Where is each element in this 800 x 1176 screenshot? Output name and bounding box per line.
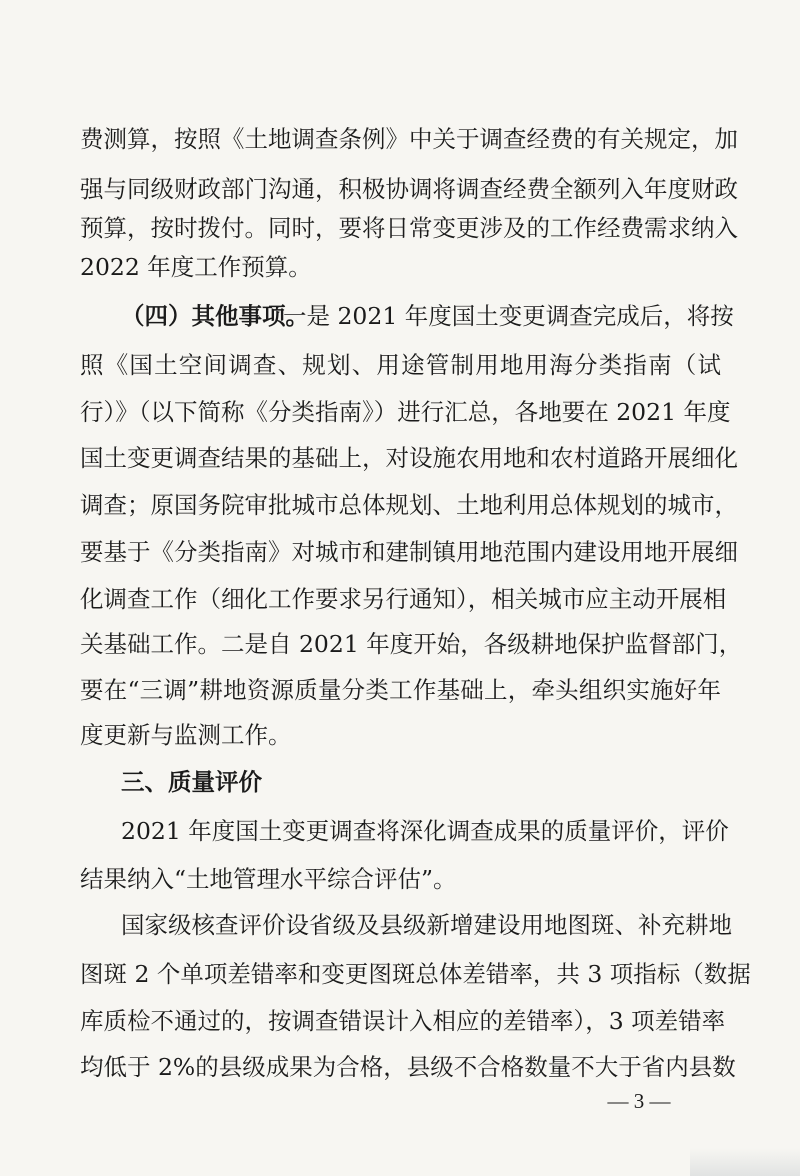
line-text: 图斑 2 个单项差错率和变更图斑总体差错率，共 3 项指标（数据 [80, 960, 751, 988]
subsection-heading: （四）其他事项。 [121, 302, 309, 330]
text-line [0, 301, 800, 331]
line-text: 度更新与监测工作。 [80, 721, 292, 749]
text-line [0, 816, 800, 846]
text-line [0, 910, 800, 940]
text-line [0, 959, 800, 989]
text-line [0, 124, 800, 154]
text-line [0, 720, 800, 750]
text-line [0, 350, 800, 380]
line-text: 调查；原国务院审批城市总体规划、土地利用总体规划的城市， [80, 491, 738, 519]
line-text: 要基于《分类指南》对城市和建制镇用地范围内建设用地开展细 [80, 538, 738, 566]
line-text: 行）》（以下简称《分类指南》）进行汇总，各地要在 2021 年度 [80, 398, 731, 426]
text-line [0, 584, 800, 614]
text-line [0, 252, 800, 282]
line-text: 要在“三调”耕地资源质量分类工作基础上，牵头组织实施好年 [80, 676, 721, 704]
line-text: 化调查工作（细化工作要求另行通知），相关城市应主动开展相 [80, 585, 727, 613]
page-number: — 3 — [607, 1089, 671, 1113]
text-line [0, 397, 800, 427]
section-heading: 三、质量评价 [121, 768, 262, 796]
line-text: 费测算，按照《土地调查条例》中关于调查经费的有关规定，加 [80, 125, 738, 153]
text-line [0, 490, 800, 520]
line-text: 一是 2021 年度国土变更调查完成后，将按 [283, 302, 734, 330]
line-text: 2021 年度国土变更调查将深化调查成果的质量评价，评价 [121, 817, 729, 845]
line-text: 国家级核查评价设省级及县级新增建设用地图斑、补充耕地 [121, 911, 732, 939]
text-line [0, 1052, 800, 1082]
text-line [0, 537, 800, 567]
section-heading-line [0, 767, 800, 797]
line-text: 照《国土空间调查、规划、用途管制用地用海分类指南（试 [80, 351, 721, 379]
scan-edge-shadow [690, 1148, 800, 1176]
line-text: 国土变更调查结果的基础上，对设施农用地和农村道路开展细化 [80, 444, 738, 472]
line-text: 2022 年度工作预算。 [80, 253, 312, 281]
line-text: 结果纳入“土地管理水平综合评估”。 [80, 865, 457, 893]
line-text: 关基础工作。二是自 2021 年度开始，各级耕地保护监督部门， [80, 630, 743, 658]
text-line [0, 864, 800, 894]
text-line [0, 213, 800, 243]
line-text: 库质检不通过的，按调查错误计入相应的差错率），3 项差错率 [80, 1007, 726, 1035]
text-line [0, 443, 800, 473]
text-line [0, 1006, 800, 1036]
text-line [0, 629, 800, 659]
line-text: 强与同级财政部门沟通，积极协调将调查经费全额列入年度财政 [80, 175, 738, 203]
line-text: 均低于 2%的县级成果为合格，县级不合格数量不大于省内县数 [80, 1053, 736, 1081]
text-line [0, 174, 800, 204]
text-line [0, 675, 800, 705]
line-text: 预算，按时拨付。同时，要将日常变更涉及的工作经费需求纳入 [80, 214, 738, 242]
